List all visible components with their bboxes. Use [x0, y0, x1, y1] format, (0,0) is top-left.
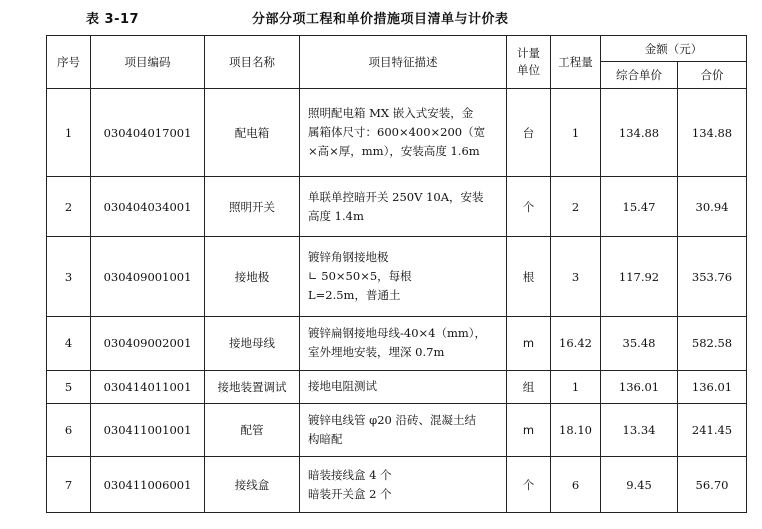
cell-name: 接地母线: [205, 316, 300, 370]
cell-unit-price: 15.47: [601, 177, 678, 237]
cell-name: 照明开关: [205, 177, 300, 237]
cell-desc: 单联单控暗开关 250V 10A，安装 高度 1.4m: [300, 177, 507, 237]
cell-qty: 6: [551, 457, 601, 513]
cell-desc: 接地电阻测试: [300, 370, 507, 404]
header-qty: 工程量: [551, 36, 601, 89]
cell-seq: 2: [47, 177, 91, 237]
cell-name: 接地极: [205, 237, 300, 316]
cell-total: 56.70: [678, 457, 747, 513]
cell-total: 136.01: [678, 370, 747, 404]
cell-name: 接线盒: [205, 457, 300, 513]
cell-code: 030414011001: [91, 370, 205, 404]
header-desc: 项目特征描述: [300, 36, 507, 89]
table-row: [47, 316, 747, 370]
cell-qty: 16.42: [551, 316, 601, 370]
cell-unit-price: 9.45: [601, 457, 678, 513]
header-unit: [507, 36, 551, 89]
cell-total: 353.76: [678, 237, 747, 316]
cell-seq: 7: [47, 457, 91, 513]
header-seq: 序号: [47, 36, 91, 89]
header-amount: 金额（元）: [601, 36, 747, 62]
cell-unit-price: 134.88: [601, 89, 678, 177]
table-caption: [0, 0, 762, 30]
cell-unit: 个: [507, 177, 551, 237]
cell-total: 30.94: [678, 177, 747, 237]
header-unit-line1: 计量: [517, 46, 540, 60]
table-row: [47, 89, 747, 177]
header-name: 项目名称: [205, 36, 300, 89]
cell-qty: 3: [551, 237, 601, 316]
cell-code: 030409002001: [91, 316, 205, 370]
header-unit-line2: 单位: [517, 63, 540, 77]
cell-seq: 1: [47, 89, 91, 177]
cell-unit-price: 35.48: [601, 316, 678, 370]
cell-code: 030411006001: [91, 457, 205, 513]
cell-unit-price: 136.01: [601, 370, 678, 404]
cell-code: 030404034001: [91, 177, 205, 237]
pricing-table: [46, 35, 747, 513]
cell-total: 582.58: [678, 316, 747, 370]
cell-seq: 5: [47, 370, 91, 404]
table-row: [47, 457, 747, 513]
cell-code: 030411001001: [91, 404, 205, 457]
header-total: 合价: [678, 62, 747, 89]
cell-name: 接地装置调试: [205, 370, 300, 404]
cell-unit: m: [507, 316, 551, 370]
cell-total: 134.88: [678, 89, 747, 177]
cell-unit: 组: [507, 370, 551, 404]
cell-unit-price: 13.34: [601, 404, 678, 457]
cell-qty: 18.10: [551, 404, 601, 457]
table-row: [47, 177, 747, 237]
cell-seq: 4: [47, 316, 91, 370]
cell-desc: 镀锌角钢接地极 ∟ 50×50×5，每根 L=2.5m，普通土: [300, 237, 507, 316]
cell-qty: 1: [551, 89, 601, 177]
cell-seq: 6: [47, 404, 91, 457]
cell-code: 030409001001: [91, 237, 205, 316]
cell-desc: 镀锌扁钢接地母线-40×4（mm）， 室外埋地安装，埋深 0.7m: [300, 316, 507, 370]
cell-unit: 台: [507, 89, 551, 177]
cell-unit-price: 117.92: [601, 237, 678, 316]
table-row: [47, 237, 747, 316]
cell-desc: 暗装接线盒 4 个 暗装开关盒 2 个: [300, 457, 507, 513]
cell-name: 配管: [205, 404, 300, 457]
header-code: 项目编码: [91, 36, 205, 89]
cell-desc: 镀锌电线管 φ20 沿砖、混凝土结 构暗配: [300, 404, 507, 457]
table-row: [47, 370, 747, 404]
cell-desc: 照明配电箱 MX 嵌入式安装，金 属箱体尺寸：600×400×200（宽 ×高×厚，mm），安装高度 1.6m: [300, 89, 507, 177]
cell-total: 241.45: [678, 404, 747, 457]
cell-unit: 根: [507, 237, 551, 316]
cell-name: 配电箱: [205, 89, 300, 177]
table-title: 分部分项工程和单价措施项目清单与计价表: [252, 12, 509, 27]
cell-unit: m: [507, 404, 551, 457]
cell-code: 030404017001: [91, 89, 205, 177]
cell-seq: 3: [47, 237, 91, 316]
cell-qty: 2: [551, 177, 601, 237]
cell-qty: 1: [551, 370, 601, 404]
table-row: [47, 404, 747, 457]
header-unit-price: 综合单价: [601, 62, 678, 89]
cell-unit: 个: [507, 457, 551, 513]
table-number: 表 3-17: [86, 12, 140, 27]
